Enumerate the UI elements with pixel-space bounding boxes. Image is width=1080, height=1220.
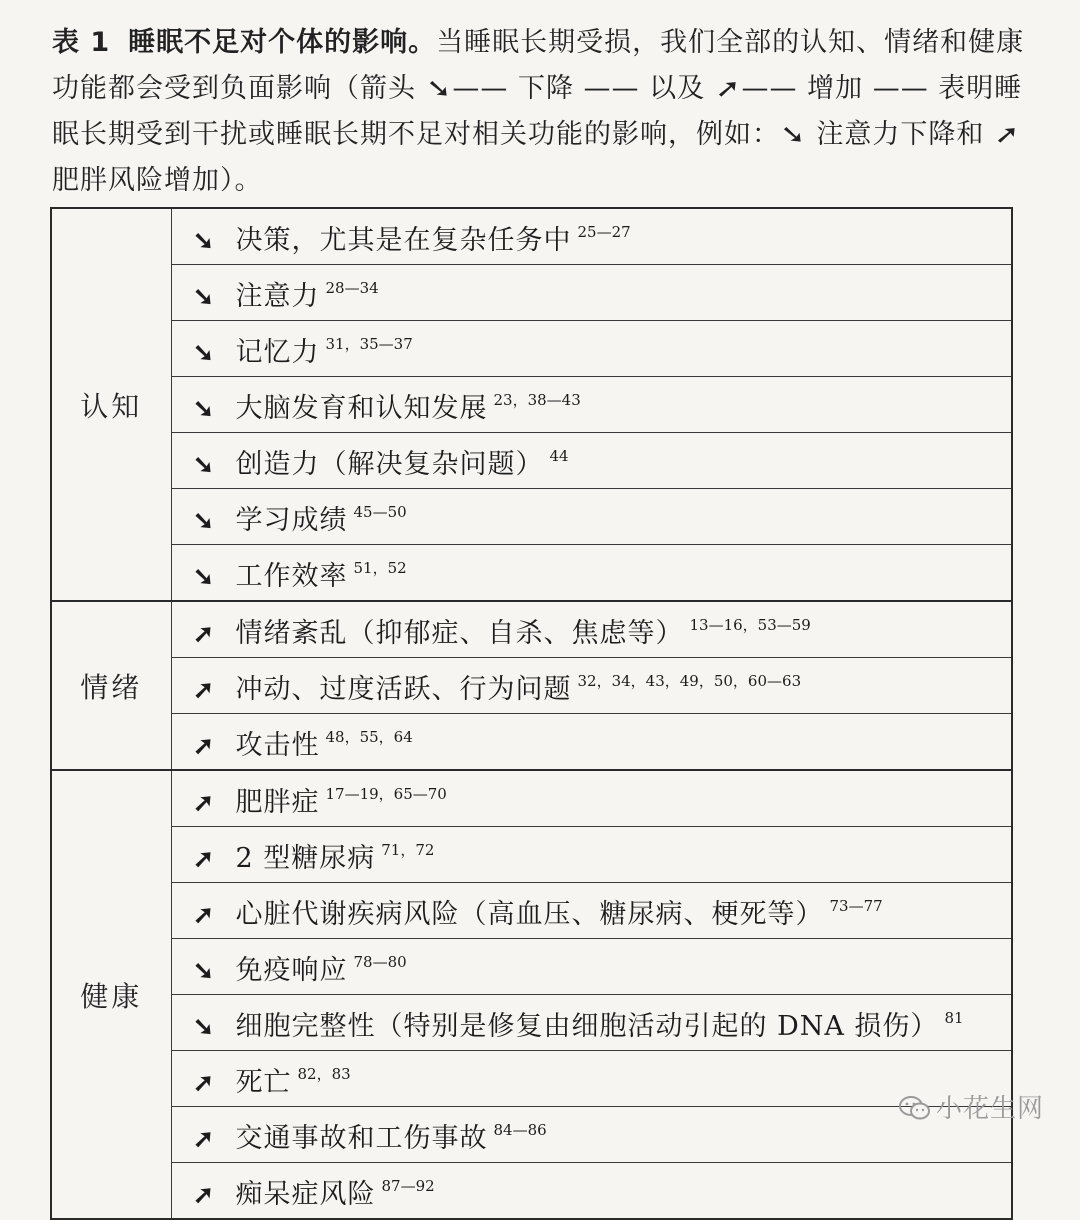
arrow-down-right-icon: ➘	[780, 120, 807, 150]
category-cell: 健康	[51, 770, 171, 1219]
reference-numbers: 48，55，64	[325, 728, 413, 746]
arrow-down-right-icon: ➘	[193, 956, 214, 985]
table-row	[51, 714, 1012, 771]
arrow-up-right-icon: ➚	[193, 900, 214, 929]
effect-text: 细胞完整性（特别是修复由细胞活动引起的 DNA 损伤）	[235, 1011, 939, 1042]
reference-numbers: 45—50	[353, 503, 407, 521]
reference-numbers: 81	[944, 1009, 964, 1027]
table-caption	[52, 20, 1027, 204]
effect-text: 2 型糖尿病	[235, 843, 376, 874]
effect-cell	[171, 545, 1012, 602]
table-row	[51, 995, 1012, 1051]
caption-text: 注意力下降和	[806, 119, 994, 150]
arrow-down-right-icon: ➘	[193, 282, 214, 311]
effect-text: 攻击性	[235, 730, 320, 761]
table-row	[51, 883, 1012, 939]
reference-numbers: 13—16，53—59	[689, 616, 811, 634]
arrow-up-right-icon: ➚	[193, 788, 214, 817]
arrow-up-right-icon: ➚	[193, 619, 214, 648]
reference-numbers: 28—34	[325, 279, 379, 297]
arrow-down-right-icon: ➘	[193, 338, 214, 367]
table-row	[51, 601, 1012, 658]
arrow-up-right-icon: ➚	[715, 74, 742, 104]
effect-cell	[171, 265, 1012, 321]
effect-text: 交通事故和工伤事故	[235, 1123, 488, 1154]
table-row	[51, 265, 1012, 321]
reference-numbers: 71，72	[381, 841, 435, 859]
caption-title: 睡眠不足对个体的影响。	[128, 27, 437, 58]
effect-cell	[171, 1163, 1012, 1220]
reference-numbers: 17—19，65—70	[325, 785, 447, 803]
arrow-up-right-icon: ➚	[193, 731, 214, 760]
table-row	[51, 939, 1012, 995]
table-row	[51, 377, 1012, 433]
arrow-down-right-icon: ➘	[193, 450, 214, 479]
reference-numbers: 84—86	[493, 1121, 547, 1139]
effect-cell	[171, 714, 1012, 771]
caption-text: —— 下降 —— 以及	[452, 73, 715, 104]
effect-text: 心脏代谢疾病风险（高血压、糖尿病、梗死等）	[235, 899, 824, 930]
effect-cell	[171, 770, 1012, 827]
arrow-up-right-icon: ➚	[193, 1180, 214, 1209]
effect-cell	[171, 827, 1012, 883]
effect-cell	[171, 883, 1012, 939]
caption-text: 肥胖风险增加）。	[52, 165, 263, 196]
arrow-down-right-icon: ➘	[193, 506, 214, 535]
table-row	[51, 545, 1012, 602]
arrow-down-right-icon: ➘	[193, 562, 214, 591]
effect-text: 肥胖症	[235, 787, 320, 818]
table-row	[51, 827, 1012, 883]
effect-cell	[171, 321, 1012, 377]
reference-numbers: 51，52	[353, 559, 407, 577]
arrow-up-right-icon: ➚	[994, 120, 1021, 150]
caption-label: 表 1	[52, 27, 111, 58]
effect-text: 学习成绩	[235, 505, 348, 536]
reference-numbers: 82，83	[297, 1065, 351, 1083]
watermark-text: 小花生网	[935, 1094, 1044, 1124]
sleep-effects-table	[50, 207, 1013, 1220]
table-row	[51, 433, 1012, 489]
table-row	[51, 208, 1012, 265]
effect-text: 记忆力	[235, 337, 320, 368]
watermark	[898, 1088, 1044, 1125]
table-row	[51, 321, 1012, 377]
effect-cell	[171, 995, 1012, 1051]
effect-text: 注意力	[235, 281, 320, 312]
effect-cell	[171, 1051, 1012, 1107]
category-cell: 情绪	[51, 601, 171, 770]
arrow-down-right-icon: ➘	[425, 74, 453, 104]
effect-cell	[171, 489, 1012, 545]
table-row	[51, 1051, 1012, 1107]
reference-numbers: 25—27	[577, 223, 631, 241]
effect-text: 大脑发育和认知发展	[235, 393, 488, 424]
effect-cell	[171, 208, 1012, 265]
effect-cell	[171, 433, 1012, 489]
effect-text: 创造力（解决复杂问题）	[235, 449, 544, 480]
table-row	[51, 1163, 1012, 1220]
table-row	[51, 1107, 1012, 1163]
table-row	[51, 658, 1012, 714]
arrow-down-right-icon: ➘	[193, 1012, 214, 1041]
reference-numbers: 73—77	[829, 897, 883, 915]
effect-cell	[171, 601, 1012, 658]
reference-numbers: 87—92	[381, 1177, 435, 1195]
effect-cell	[171, 377, 1012, 433]
effect-text: 痴呆症风险	[235, 1179, 376, 1210]
effect-text: 决策，尤其是在复杂任务中	[235, 225, 572, 256]
reference-numbers: 31，35—37	[325, 335, 413, 353]
caption-text: 当睡眠长期受损，我们全部的认知、情绪和健康功能都会受到负面影响（箭头	[52, 27, 1025, 104]
reference-numbers: 44	[549, 447, 569, 465]
arrow-up-right-icon: ➚	[193, 844, 214, 873]
effect-cell	[171, 939, 1012, 995]
effect-text: 工作效率	[235, 561, 348, 592]
effect-cell	[171, 1107, 1012, 1163]
effect-text: 死亡	[235, 1067, 292, 1098]
effect-cell	[171, 658, 1012, 714]
arrow-down-right-icon: ➘	[193, 394, 214, 423]
caption-text: —— 增加 —— 表明睡眠长期受到干扰或睡眠长期不足对相关功能的影响，例如：	[52, 73, 1023, 150]
wechat-icon	[898, 1095, 932, 1121]
arrow-up-right-icon: ➚	[193, 1068, 214, 1097]
reference-numbers: 23，38—43	[493, 391, 581, 409]
category-cell: 认知	[51, 208, 171, 601]
effect-text: 冲动、过度活跃、行为问题	[235, 674, 572, 705]
effect-text: 免疫响应	[235, 955, 348, 986]
arrow-down-right-icon: ➘	[193, 226, 214, 255]
effect-text: 情绪紊乱（抑郁症、自杀、焦虑等）	[235, 618, 684, 649]
reference-numbers: 32，34，43，49，50，60—63	[577, 672, 802, 690]
arrow-up-right-icon: ➚	[193, 675, 214, 704]
reference-numbers: 78—80	[353, 953, 407, 971]
table-row	[51, 489, 1012, 545]
table-row	[51, 770, 1012, 827]
arrow-up-right-icon: ➚	[193, 1124, 214, 1153]
